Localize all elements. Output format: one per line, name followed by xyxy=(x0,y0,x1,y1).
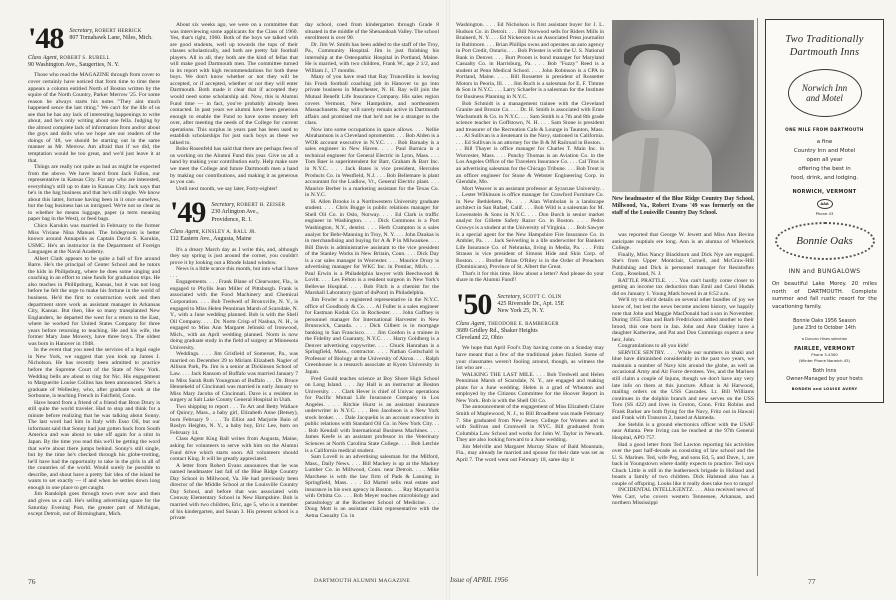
paragraph: was reported that George W. Jewett and Miss Ann Bevins anticipate nuptials ere long. Ann is an alumna of Wheelock College. xyxy=(612,232,754,252)
class-48-header xyxy=(28,22,160,55)
duncan-hines-note: a Duncan Hines selection xyxy=(801,337,848,342)
class-50-agent: Class Agent, THEODORE E. BAMBERGER 3689 Gridley Rd., Shaker Heights Cleveland 22, Ohio xyxy=(456,320,559,342)
running-footer: DARTMOUTH ALUMNI MAGAZINE xyxy=(314,578,411,584)
inns-advertisement xyxy=(765,19,884,403)
norwich-description: a fine Country Inn and Motel open all year offering the best in food, drink, and lodging. xyxy=(790,139,859,181)
class-49-secretary: Secretary, ROBERT H. ZEISER 230 Arlington Ave., Providence, R. I. xyxy=(211,202,286,223)
paragraph: Albert Clark appears to be quite a ball of fire around Barre. He's the principal of Center School and he tutors the kids in Philipsburg, where he does some singing and coaching in an effort to raise funds for graduation trips. He also teaches in Phillipsburg, Kansas, but it was not long before he felt the urge to make his fortune in the world of business. He'd the first to construction work and then department store work as assistant manager in Arkansas City, Kansas. But then, like so many transplanted New Englanders, he departed the west for a return to the East, where he worked for United States Company for three years before returning to teaching. He and his wife, the former Mary Jane Mowery, have three boys. The oldest was born in Hanover in 1948. xyxy=(28,255,160,347)
right-column-2 xyxy=(612,232,754,572)
left-column-3 xyxy=(305,22,439,574)
paragraph: Until next month, we say later, Forty-eighter! xyxy=(176,185,278,192)
paragraph: Joe Stehlin is a ground electronics officer with the USAF near Atlanta. Pete Irving can be reached at the 97th General Hospital, APO 757. xyxy=(612,421,754,441)
paragraph: Bob Schmidt is a management trainee with the Cleveland Granite and Bronze Co. . . . Dr. H. Smith is associated with Ernst Wachsmuth & Co. in N.Y.C. . . . Sam Smith is a 7th and 8th grade science teacher in Goffstown, N. H. . . . Sam Stone is president and treasurer of the Recreation Cafe & Lounge in Taunton, Mass. . . . Al Sullivan is a lieutenant in the Navy, stationed in California. . . . Ed Sullivan is an attorney for the B & M Railroad in Boston. . . . Bill Thayer is office manager for Charles T. Main Inc. in Worcester, Mass. . . . Puncky Thomas is an Aviation Co. in the Los Angeles Office of the Travelers Insurance Co. . . . Cal Titus is an advertising salesman for the Chicago Tribune. . . . Bob Trent is an officer engineer for Stone & Webster Engineering Corp. in Glendale, Mo. xyxy=(456,100,604,186)
fairlee-phone: Phone 3-4300 xyxy=(811,352,838,358)
paragraph: Congratulations to all you kids! xyxy=(618,343,689,350)
paragraph: A letter from Robert Evans announces that he was named headmaster last fall of the Blue Ridge Country Day School in Millwood, Va. He had previously been director of the Middle School at the Louisville Country Day School, and before that was associated with Conway Elementary School in New Hampshire. Bob is married with two children, Eric, age 5, who is a member of his kindergarten, and Susan 3. His present school is a private xyxy=(170,462,298,522)
season-dates: Bonnie Oaks 1956 Season June 23rd to October 14th xyxy=(793,319,856,331)
paragraph: We hope that April Fool's Day having come on a Sunday may have meant that a few of the traditional jokes fizzled. Some of your classmates weren't fooling around, though, as witness the list who are . . . xyxy=(456,345,604,372)
class-year-49: '49 xyxy=(170,196,206,230)
paragraph: Many of you have read that Ray Truncellito is leaving his Frosh football coaching job in Hanover to go into private business in Manchester, N. H. Ray will join the Mutual Benefit Life Insurance Company. His sales region covers Vermont, New Hampshire, and northeastern Massachusetts. Ray will surely remain active in Dartmouth affairs and promised me that he'd not be a stranger to the class. xyxy=(305,74,439,127)
class-49-agent: Class Agent, KINSLEY A. BALL JR. 112 Eastern Ave., Augusta, Maine xyxy=(170,229,257,243)
paragraph: Have heard from a friend of a friend that Bron Drury is still quite the world traveler. Had to stop and think for a minute before realizing that he was talking about Sonny. The last word had him in Italy with Esso Oil, but our informant said that Sonny had just gotten back from South America and was about to take off again for a stint in Japan. By the time you read this we'll be getting the word that we're about there jumps behind. Sonny's still single, but by the time he's checked through his globe-trotting, he'll have had the opportunity to take in the girls in all of the countries of the world. Would surely be possible to describe, and shout have a pretty fair idea of the island he wants to set exactly — if and when he settles down long enough in one place to get caught. xyxy=(28,399,160,491)
paragraph: Jim Randolph goes through town ever now and then and gives us a call. He's selling advertising space for the Saturday Evening Post, the greater part of Michigan, except Detroit, out of Birmingham, Mich. xyxy=(28,491,160,518)
right-column-1 xyxy=(456,22,604,574)
paragraph: Engagements. . . . Frank Blane of Clearwater, Fla., is engaged to Phyllis Jean Miller of Pittsburgh. Frank is associated with the Food Machinery and Chemical Corporation. . . . Bob Tredwell of Bronxville, N. Y., is engaged to Miss Helen Penniman Marsh of Scarsdale, N. Y., with a June wedding planned. Bob is with the Shell Oil Company. . . . Dr. Norm Crisp of Nashua, N. H., is engaged to Miss Ann Margaret Jelinski of Ironwood, Mich., with an April wedding planned. Norm is now doing graduate study in the field of surgery at Minnesota University. xyxy=(170,279,298,351)
class-48-agent: Class Agent, ROBERT S. RUBELL 90 Washington Ave., Saugerties, N. Y. xyxy=(28,55,120,69)
both-inns: Both Inns Owner-Managed by your hosts xyxy=(786,368,863,382)
paragraph: Sam Lovell is an advertising salesman for the Milford, Mass., Daily News. . . . Bill Mackey is up at the Mackey Lumber Co. in Millwood, Conn. near Detroit. . . . Mike Marchese is with the law firm of Pads & Lanning in Springfield, Mass. . . . Ed Martel sells real estate and insurance in his own agency in Boston. . . . Ray Maynard is with Orbitta Co. . . . Bob Meyer teaches microbiology and parasitology at the Rochester School of Medicine. . . . Doug Mott is an assistant claim representative with the Aetna Casualty Co. in xyxy=(305,454,439,520)
left-column-2 xyxy=(170,22,298,574)
paragraph: Washington. . . . Ed Nicholson is first assistant buyer for J. L. Hudson Co. in Detroit. . . . Bill Norwood sells for Riders Mills in Brainerd, N. Y. . . . Ed Nickerson is an Associated Press journalist in Baltimore. . . . Brian Phillips owns and operates an auto agency in Port Credit, Ontario. . . . Bob Priester is with the U. S. National Bank in Denver. . . . Burt Proom is bond manager for Maryland Casualty Co. in Harrisburg, Pa. . . . Bob "Fuzzy" Reed is a student at Penn Medical School. . . . John Robinson is a CPA in Portland, Maine. . . . Bill Rossetter is president of Rossetter Motors in Peoria, Ill. . . . Jim Ruch is a salesman for E. F. Timme & Son in N.Y.C. . . . Larry Schaefer is a salesman for the Institute for Business Planning in N.Y.C. xyxy=(456,22,604,101)
right-page-number: 77 xyxy=(808,577,816,586)
paragraph: Finally, Miss Nancy Blackburn and Dick Nye are engaged. She's from Upper Montclair, Cornell, and McGraw-Hill Publishing and Dick is personnel manager for Resistoflex Corp., Roseland, N. J. xyxy=(612,251,754,278)
paragraph: Jim Melville and Margaret Murray Shaw of Bald Mountain, Fla., may already be married and spouse for their date was set as April 7. The word went out February 18, same day it xyxy=(456,443,604,463)
bonnie-oaks-logo: Bonnie Oaks xyxy=(775,222,875,260)
paragraph: Things are really not quite as bad as might be expected from the above. We have heard from Jack Fallon, our representative in Kansas City. For any who are interested, everything's still up to date in Kansas City. Jack says that he's in the bag business and that he's still single. We know about this latter, fortune having been in it once ourselves, but the bag business has us intrigued. We're not so clear as to whether he means luggage, paper (a term meaning paper bag in the West), or feed bags. xyxy=(28,164,160,223)
paragraph: Had a good letter from Ted Lawton reporting his activities over the past half-decade as consisting of law school and the U. S. Marines. Ted, wife Peg, and sons Ed, 5, and Dave, 1, are back in Youngstown where daddy expects to practice. Ted says Chuck Little is still in the leatherneck brigade in Holland and boasts a family of two children. Dick Halstead also has a couple of offspring. Looks like it really does take two to tango! xyxy=(612,441,754,487)
paragraph: Bobo Rosenfeld has said that there are perhaps fees of us working on the Alumni Fund this year. Give us all a hand by making your contribution early. Help make sure we meet the College and future Dartmouth men a hand by making our contributions, and making it as generous as you can. xyxy=(170,146,298,186)
class-year-50: '50 xyxy=(456,287,492,321)
bonnie-subtitle: INN and BUNGALOWS xyxy=(788,268,861,275)
paragraph: News is a little scarce this month, but into what I have . . . xyxy=(170,266,298,279)
norwich-inn-logo: Norwich Inn and Motel xyxy=(788,69,862,117)
winter-phone: (Winter Phone Norwich 43) xyxy=(798,357,851,363)
left-column-1 xyxy=(28,20,160,572)
page-gutter xyxy=(446,0,450,600)
class-50-header xyxy=(456,287,604,321)
paragraph: Fred Gould teaches science at Boy Shore High School on Long Island. . . . Jay Hall is an instructor at Boston University. . . . Clark Hever is chief of Univac operations for Pacific Mutual Life Insurance Company in Los Angeles. . . . Ritchie Hurst is an assistant insurance underwriter in N.Y.C. . . . Ben Jacobson is a New York stock broker. . . . Dale Jacquelin is an account executive in public relations with Standard Oil Co. in New York City. . . . Bob Kendall with International Business Machines. . . . James Keefe is an assistant professor in the Veterinary Sciences at North Carolina State College. . . . Bob Letchie is a California medical student. xyxy=(305,375,439,454)
paragraph: H. Allen Brooks is a Northwestern University graduate student. . . . Chris Bugge is public relations manager for Shell Oil Co. in Oslo, Norway. . . . Ed Clark is traffic engineer in Washington. . . . Dick Commons is a Port Washington, N.Y., dentist. . . . Herb Crampton is a sales analyst for Behr-Manning in Troy, N. Y. . . . John Daukas is in merchandising and buying for A & P in Milwaukee. . . . Bill Davis is administrative assistant to the vice president of the Stanley Works in New Britain, Conn. . . . Dick Day is a car sales manager in Worcester. . . . Maurice Drury is advertising manager for WKC Inc. in Pontiac, Mich. . . . Paul Erwin is a Philadelphia lawyer with Beechwood & Lovitt. . . . Les Felton is a resident surgeon in New York's Bellevue Hospital. . . . Bob Fitch is a chemist for the Marshall Laboratory (part of duPont) in Philadelphia. xyxy=(305,198,439,297)
paragraph: The announcement of the engagement of Miss Elizabeth Claire Smith of Maplewood, N. J., to Bill Broadbent was made February 7. She graduated from New Jersey College for Women and is with Sullivan and Cromwell in NYC. Bill graduated from Columbia Law School and works for John W. Taylor in Newark. They are also looking forward to a June wedding. xyxy=(456,404,604,444)
hosts-names: BORDEN and LOUISE AVERY xyxy=(791,386,858,392)
photo-caption: New headmaster of the Blue Ridge Country Day School, Millwood, Va., Robert Evans '49 was formerly on the staff of the Louisville Country Day School. xyxy=(612,196,754,216)
norwich-phone: Phone 43 xyxy=(815,211,834,216)
issue-header: Issue of APRIL 1956 xyxy=(450,576,508,584)
paragraph: Class Agent King Ball writes from Augusta, Maine, asking for volunteers to serve with him on the Alumni Fund drive which starts soon. All volunteers should contact King. It will be greatly appreciated. xyxy=(170,436,298,463)
column-divider xyxy=(757,18,758,576)
paragraph: Jim Fowler is a registered representative in the N.Y.C. office of Goodbody & Co. . . . Al Fuller is a sales engineer for Eastman Kodak Co. in Rochester. . . . John Gaffney is personnel manager for International Harvester in New Brunswick, Canada. . . . Dick Gilbert is in mortgage banking in San Francisco. . . . Jim Gordon is a trainee in the Fidelity and Guaranty, N.Y.C. . . . Harry Goldberg is a Denver advertising copywriter. . . . Chuck Hanrahan is a Springfield, Mass., contractor. . . . Nathan Gottschald is Professor of Biology at the University of Akron. . . . Ralph Greenhouse is a research associate at Kyoto University in Japan. xyxy=(305,296,439,375)
portrait-photo-robert-evans xyxy=(612,20,754,192)
ad-title: Two Traditionally Dartmouth Inns xyxy=(785,34,864,58)
paragraph: We'll try to elicit details on several other bundles of joy we know of, but lest the news become ancient history, we happily note that John and Maggie MacDonald had a son in November. During 1955 Stan and Barb Fredrickson added another to their brood, this one born in Jan. John and Ann Oakley have a daughter Katherine, and Pat and Don Cummings expect a new heir, John. xyxy=(612,297,754,343)
fairlee-town: FAIRLEE, VERMONT xyxy=(794,346,855,353)
class-50-secretary: Secretary, SCOTT C. OLIN 425 Riverside Dr., Apt. 15E New York 25, N. Y. xyxy=(497,293,565,315)
paragraph: Now into some occupations in space allows. . . . Nellie Abrahamson is a Cleveland optometrist. . . . Bob Alden is a WOR account executive in N.Y.C. . . . Bob Barnaby is a sales engineer in New Haven. . . . Paul Barnica is a technical engineer for General Electric in Lynn, Mass. . . . Tom Baer is superintendent for Barr, Graham & Barr Inc. in N.Y.C. . . . Jack Bates is vice president, Hercules Products Co. in Westfield, N.J. . . . Bob Bellemare is plant accountant for the Ludlow, Vt., General Electric plant. . . . Maurice Berber is a marketing assistant for the Texas Co. in N.Y.C. xyxy=(305,126,439,199)
paragraph: WALKING THE LAST MILE. . . . Bob Tredwell and Helen Penniman Marsh of Scarsdale, N. Y., are engaged and making plans for a June wedding. Helen is a grad of Wheaton and employed by the Citizens Committee for the Hoover Report in New York. Bob is with the Shell Oil Co. xyxy=(456,371,604,404)
distance-note: ONE MILE FROM DARTMOUTH xyxy=(785,127,864,132)
left-page-number: 76 xyxy=(28,577,36,586)
paragraph: About six weeks ago, we were on a committee that was interviewing some applicants for the Class of 1960. Yes, that's right, 1960. Both of the boys we talked with are good students, well up towards the tops of their classes scholastically, and both are pretty fair football players. All in all, they both are the kind of fellas that will make good Dartmouth men. The committee turned in its report with high recommendations for both these boys. We don't know whether or not they will be accepted, or if accepted, whether or not they will enter Dartmouth. Both made it clear that if accepted they would need some scholarship aid. Now, this is Alumni Fund time — in fact, you've probably already been contacted. In past years we alumni have been generous enough to enable the Fund to have some money left over, after meeting the needs of the College for current operations. This surplus in years past has been used to establish scholarships for just such boys as these we talked to. xyxy=(170,22,298,146)
bonnie-description: On beautiful Lake Morey. 20 miles north of DARTMOUTH. Complete summer and fall rustic resort for the vacationing family. xyxy=(772,281,877,310)
aaa-badge-icon: AAA xyxy=(817,199,833,209)
paragraph: Dr. Jim W. Smith has been added to the staff of the Troy, Pa., Community Hospital. Jim is just finishing his internship at the Osteopathic Hospital in Portland, Maine. He is married, with two children, Frank W., age 2 1/2, and William J., 17 months. xyxy=(305,41,439,74)
paragraph: Weddings. . . . Jim Grisfield of Somerset, Pa., was married on December 29 to Miriam Elizabeth Nagler of Allison Park, Pa. Jim is a senior at Dickinson School of Law. . . . Jack Ransom of Buffalo was married January 7 to Miss Sarah Ruth Youngman of Buffalo . . . Dr. Bruce Hennekeld of Cincinnati was married in early January to Miss Mary Jacoba of Cincinnati. Dave is a resident in surgery at Salt Lake County General Hospital in Utah. xyxy=(170,351,298,404)
paragraph: Those who read the MAGAZINE through from cover to cover certainly have noticed that from time to time there appears a column entitled North of Boston written by the squire of the North Country, Parker Merrow '25. For some reason he always starts his notes "They aint much happened sence the last riting." We can't for the life of us see that he has any lack of interesting happenings to write about, and he's only writing about one fella. Judging by the almost complete lack of information from and/or about the guys and dolls who we hope are our readers of the doings of '48, we should be starting out in the same manner as Mr. Merrow. Am afraid that if we did, the temptation would be too great, and we'd just leave it at that. xyxy=(28,72,160,164)
paragraph: SERVICE SENTRY. . . . While our numbers in khaki and blue have diminished considerably in the past two years, we maintain a number of Navy kits around the globe, as well as occasional Army and Air Force devotees. Yes, and the Marines still claim a couple of Injuns, though we don't have any very late info on them at this juncture. Afloat is Al Harwood, mailing orders on the USS Cascades. Lt. Bill Williams continues in the dolphin branch and new serves on the USS Toro (SS 422) and lives in Groton, Conn. Fritz Robins and Frank Barker are both flying for the Navy, Fritz out in Hawaii and Frank with Transron 2, based at Alameda. xyxy=(612,349,754,422)
norwich-town: NORWICH, VERMONT xyxy=(792,189,857,195)
paragraph: Mort Weaver is an assistant professor at Syracuse University. . . . Lester Wilkinson is office manager for Crawford Furniture Co. in New Bethlehem, Pa. . . . Alan Wimbolan is a landscape architect in San Rafael, Calif. . . . Bob Wild is a salesman for M. Lowenstein & Sons in N.Y.C. . . . Don Burch is senior market analyst for Gillette Safety Razor Co. in Boston. . . . Pedro Gruwys is a student at the University of Virginia. . . . Bob Sawyer is a special agent for the New Hampshire Fire Insurance Co. in Ambler, Pa. . . . Jack Seiverling is a life underwriter for Bankers Life Insurance Co. of Nebraska, living in Media, Pa. . . . Fritz Strauss is vice president of Simons Hide and Skin Corp. of Boston. . . . Brother Brian O'Riley is in the Order of Preachers (Dominicans), Province of St. Albert the Great. xyxy=(456,185,604,271)
paragraph: That's it for this time. How about a letter? And please do your share in the Alumni Fund!! xyxy=(456,270,604,284)
paragraph: In the event that you need the services of a legal eagle in New York, we suggest that you look up James J. Nicholson. He has recently been admitted to practice before the Supreme Court of the State of New York. Wedding bells are about to ring for Nic. His engagement to Marguerite Louise Collins has been announced. She's a graduate of Wellesley, who, after graduate work at the Sorbonne, is teaching French in Fairfield, Conn. xyxy=(28,347,160,400)
paragraph: Chico Karukin was married in February to the former Miss Viviane Nina Manuel. The bridegroom is better known around Annapolis as Captain David S. Karukin, USMC. He's an instructor in the Department of Foreign Languages at the Naval Academy. xyxy=(28,222,160,256)
paragraph: RATTLE PRATTLE. . . . You can't hardly come closer to getting an income tax deduction than Emil and Carol Hudak did on January 1. Young Mark bowed in at 6:52 a.m. xyxy=(612,277,754,297)
class-year-48: '48 xyxy=(28,22,64,55)
paragraph: day school, coed from kindergarten through Grade 8 situated in the middle of the Shenandoah Valley. The school enrollment is over 90. xyxy=(305,22,439,42)
paragraph: It's a dreary March day as I write this, and, although they say spring is just around the corner, you couldn't prove it by looking out a Rhode Island window. xyxy=(170,246,298,266)
paragraph: Two shipping to report . . . To Art and Betty Wallace of Quincy, Mass., a baby girl, Elizabeth Anne (Betsey), born February 9 . . . To Elliot and Marjorie Bain of Roslyn Heights, N. Y., a baby boy, Eric Lee, born on February 14. xyxy=(170,403,298,436)
paragraph: INCIDENTAL INTELLIGENTZ. . . . Also received news of Wes Carr, who covers western Tennessee, Arkansas, and northern Mississippi xyxy=(612,487,754,507)
class-48-secretary: Secretary, ROBERT HERRICK 807 Tomahawk Lane, Niles, Mich. xyxy=(69,28,153,42)
class-49-header xyxy=(170,196,298,230)
